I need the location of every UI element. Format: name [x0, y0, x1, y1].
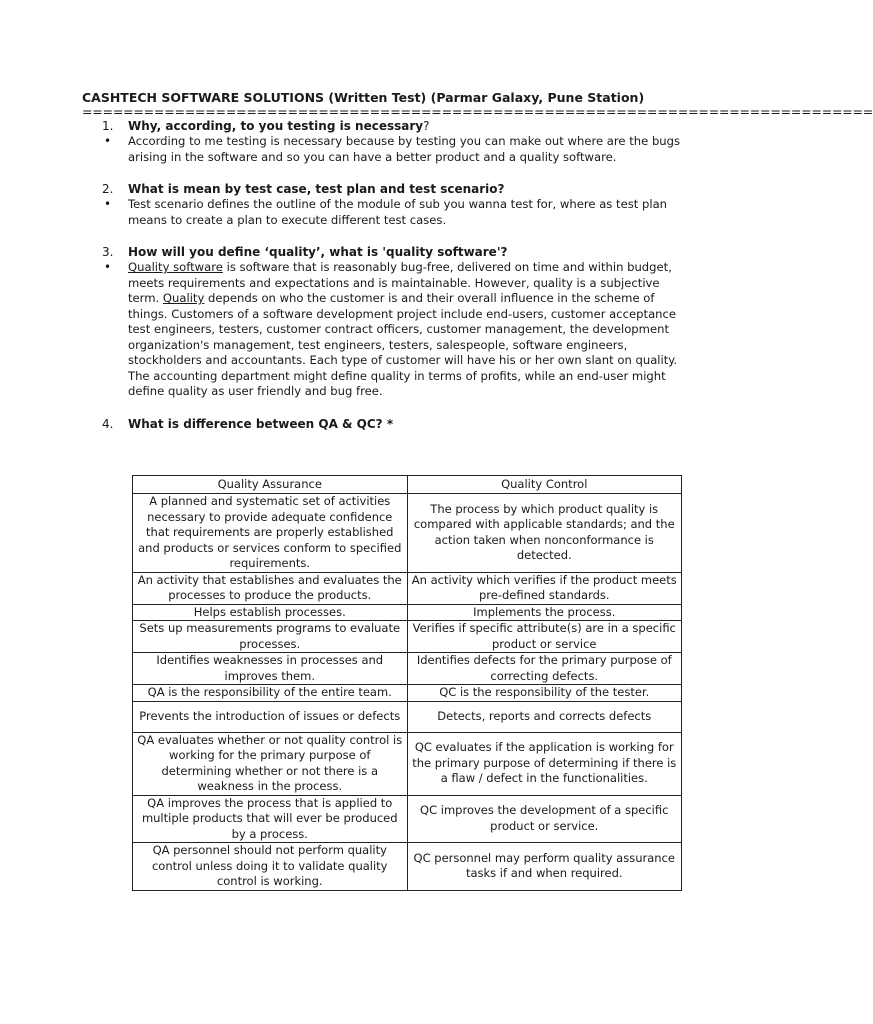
qa-cell: QA improves the process that is applied to multiple products that will ever be produced by a process. [133, 795, 408, 843]
table-header-row [133, 476, 682, 494]
answer-1 [104, 134, 682, 165]
question-number: 4. [102, 416, 114, 431]
title-underline-rule: ============================================================================= [82, 104, 873, 119]
question-text: What is difference between QA & QC? * [128, 416, 394, 431]
qc-cell: An activity which verifies if the product meets pre-defined standards. [407, 572, 682, 604]
question-text: What is mean by test case, test plan and test scenario? [128, 182, 505, 196]
qc-cell: Detects, reports and corrects defects [407, 701, 682, 732]
answer-text [128, 260, 682, 400]
qc-cell: Verifies if specific attribute(s) are in a specific product or service [407, 621, 682, 653]
table-row [133, 572, 682, 604]
qa-cell: A planned and systematic set of activities necessary to provide adequate confidence that requirements are properly established and products or services conform to specified requirements. [133, 494, 408, 573]
document-page [82, 90, 873, 888]
question-3 [102, 244, 682, 260]
column-header-qc: Quality Control [407, 476, 682, 494]
bullet-icon: • [104, 134, 112, 148]
answer-3 [104, 260, 682, 400]
document-title: CASHTECH SOFTWARE SOLUTIONS (Written Test) (Parmar Galaxy, Pune Station) [82, 90, 645, 105]
answer-text: According to me testing is necessary because by testing you can make out where are the bugs arising in the software and so you can have a better product and a quality software. [128, 134, 681, 164]
question-text: Why, according, to you testing is necessary [128, 119, 424, 133]
question-1 [102, 118, 682, 134]
qa-cell: Helps establish processes. [133, 604, 408, 621]
qc-cell: Identifies defects for the primary purpose of correcting defects. [407, 653, 682, 685]
table-row [133, 604, 682, 621]
table-row [133, 732, 682, 795]
qc-cell: QC is the responsibility of the tester. [407, 685, 682, 702]
answer-part: depends on who the customer is and their overall influence in the scheme of things. Customers of a software development project include end-users, customer acceptance test engineers, testers, customer contract officers, customer management, the development organization's management, test engineers, testers, salespeople, software engineers, stockholders and accountants. Each type of customer will have his or her own slant on quality. The accounting department might define quality in terms of profits, while an end-user might define quality as user friendly and bug free. [128, 291, 678, 398]
answer-part: is software that is reasonably bug-free, delivered on time and within budget, meets requirements and expectations and is maintainable. However, quality is a subjective term. [128, 260, 672, 305]
question-4 [102, 416, 682, 432]
qa-cell: An activity that establishes and evaluates the processes to produce the products. [133, 572, 408, 604]
underlined-term: Quality software [128, 260, 223, 274]
answer-2 [104, 197, 682, 228]
qa-vs-qc-table [132, 475, 682, 891]
question-number: 2. [102, 182, 114, 196]
qa-cell: QA is the responsibility of the entire team. [133, 685, 408, 702]
qa-cell: Sets up measurements programs to evaluate processes. [133, 621, 408, 653]
qa-cell: QA personnel should not perform quality control unless doing it to validate quality control is working. [133, 843, 408, 891]
table-row [133, 494, 682, 573]
qc-cell: QC evaluates if the application is working for the primary purpose of determining if there is a flaw / defect in the functionalities. [407, 732, 682, 795]
qc-cell: QC improves the development of a specific product or service. [407, 795, 682, 843]
bullet-icon: • [104, 197, 112, 211]
table-body [133, 494, 682, 891]
qa-cell: Prevents the introduction of issues or defects [133, 701, 408, 732]
table-row [133, 653, 682, 685]
column-header-qa: Quality Assurance [133, 476, 408, 494]
bullet-icon: • [104, 260, 112, 274]
qa-cell: QA evaluates whether or not quality control is working for the primary purpose of determining whether or not there is a weakness in the process. [133, 732, 408, 795]
question-text: How will you define ‘quality’, what is 'quality software'? [128, 245, 508, 259]
qa-cell: Identifies weaknesses in processes and improves them. [133, 653, 408, 685]
question-number: 1. [102, 119, 114, 133]
table-row [133, 685, 682, 702]
qc-cell: The process by which product quality is compared with applicable standards; and the action taken when nonconformance is detected. [407, 494, 682, 573]
underlined-term: Quality [162, 291, 205, 305]
table-row [133, 843, 682, 891]
table-row [133, 621, 682, 653]
table-row [133, 701, 682, 732]
qc-cell: Implements the process. [407, 604, 682, 621]
question-mark: ? [423, 119, 430, 133]
table-row [133, 795, 682, 843]
answer-text: Test scenario defines the outline of the module of sub you wanna test for, where as test plan means to create a plan to execute different test cases. [128, 197, 668, 227]
question-number: 3. [102, 245, 114, 259]
question-2 [102, 181, 682, 197]
qc-cell: QC personnel may perform quality assurance tasks if and when required. [407, 843, 682, 891]
